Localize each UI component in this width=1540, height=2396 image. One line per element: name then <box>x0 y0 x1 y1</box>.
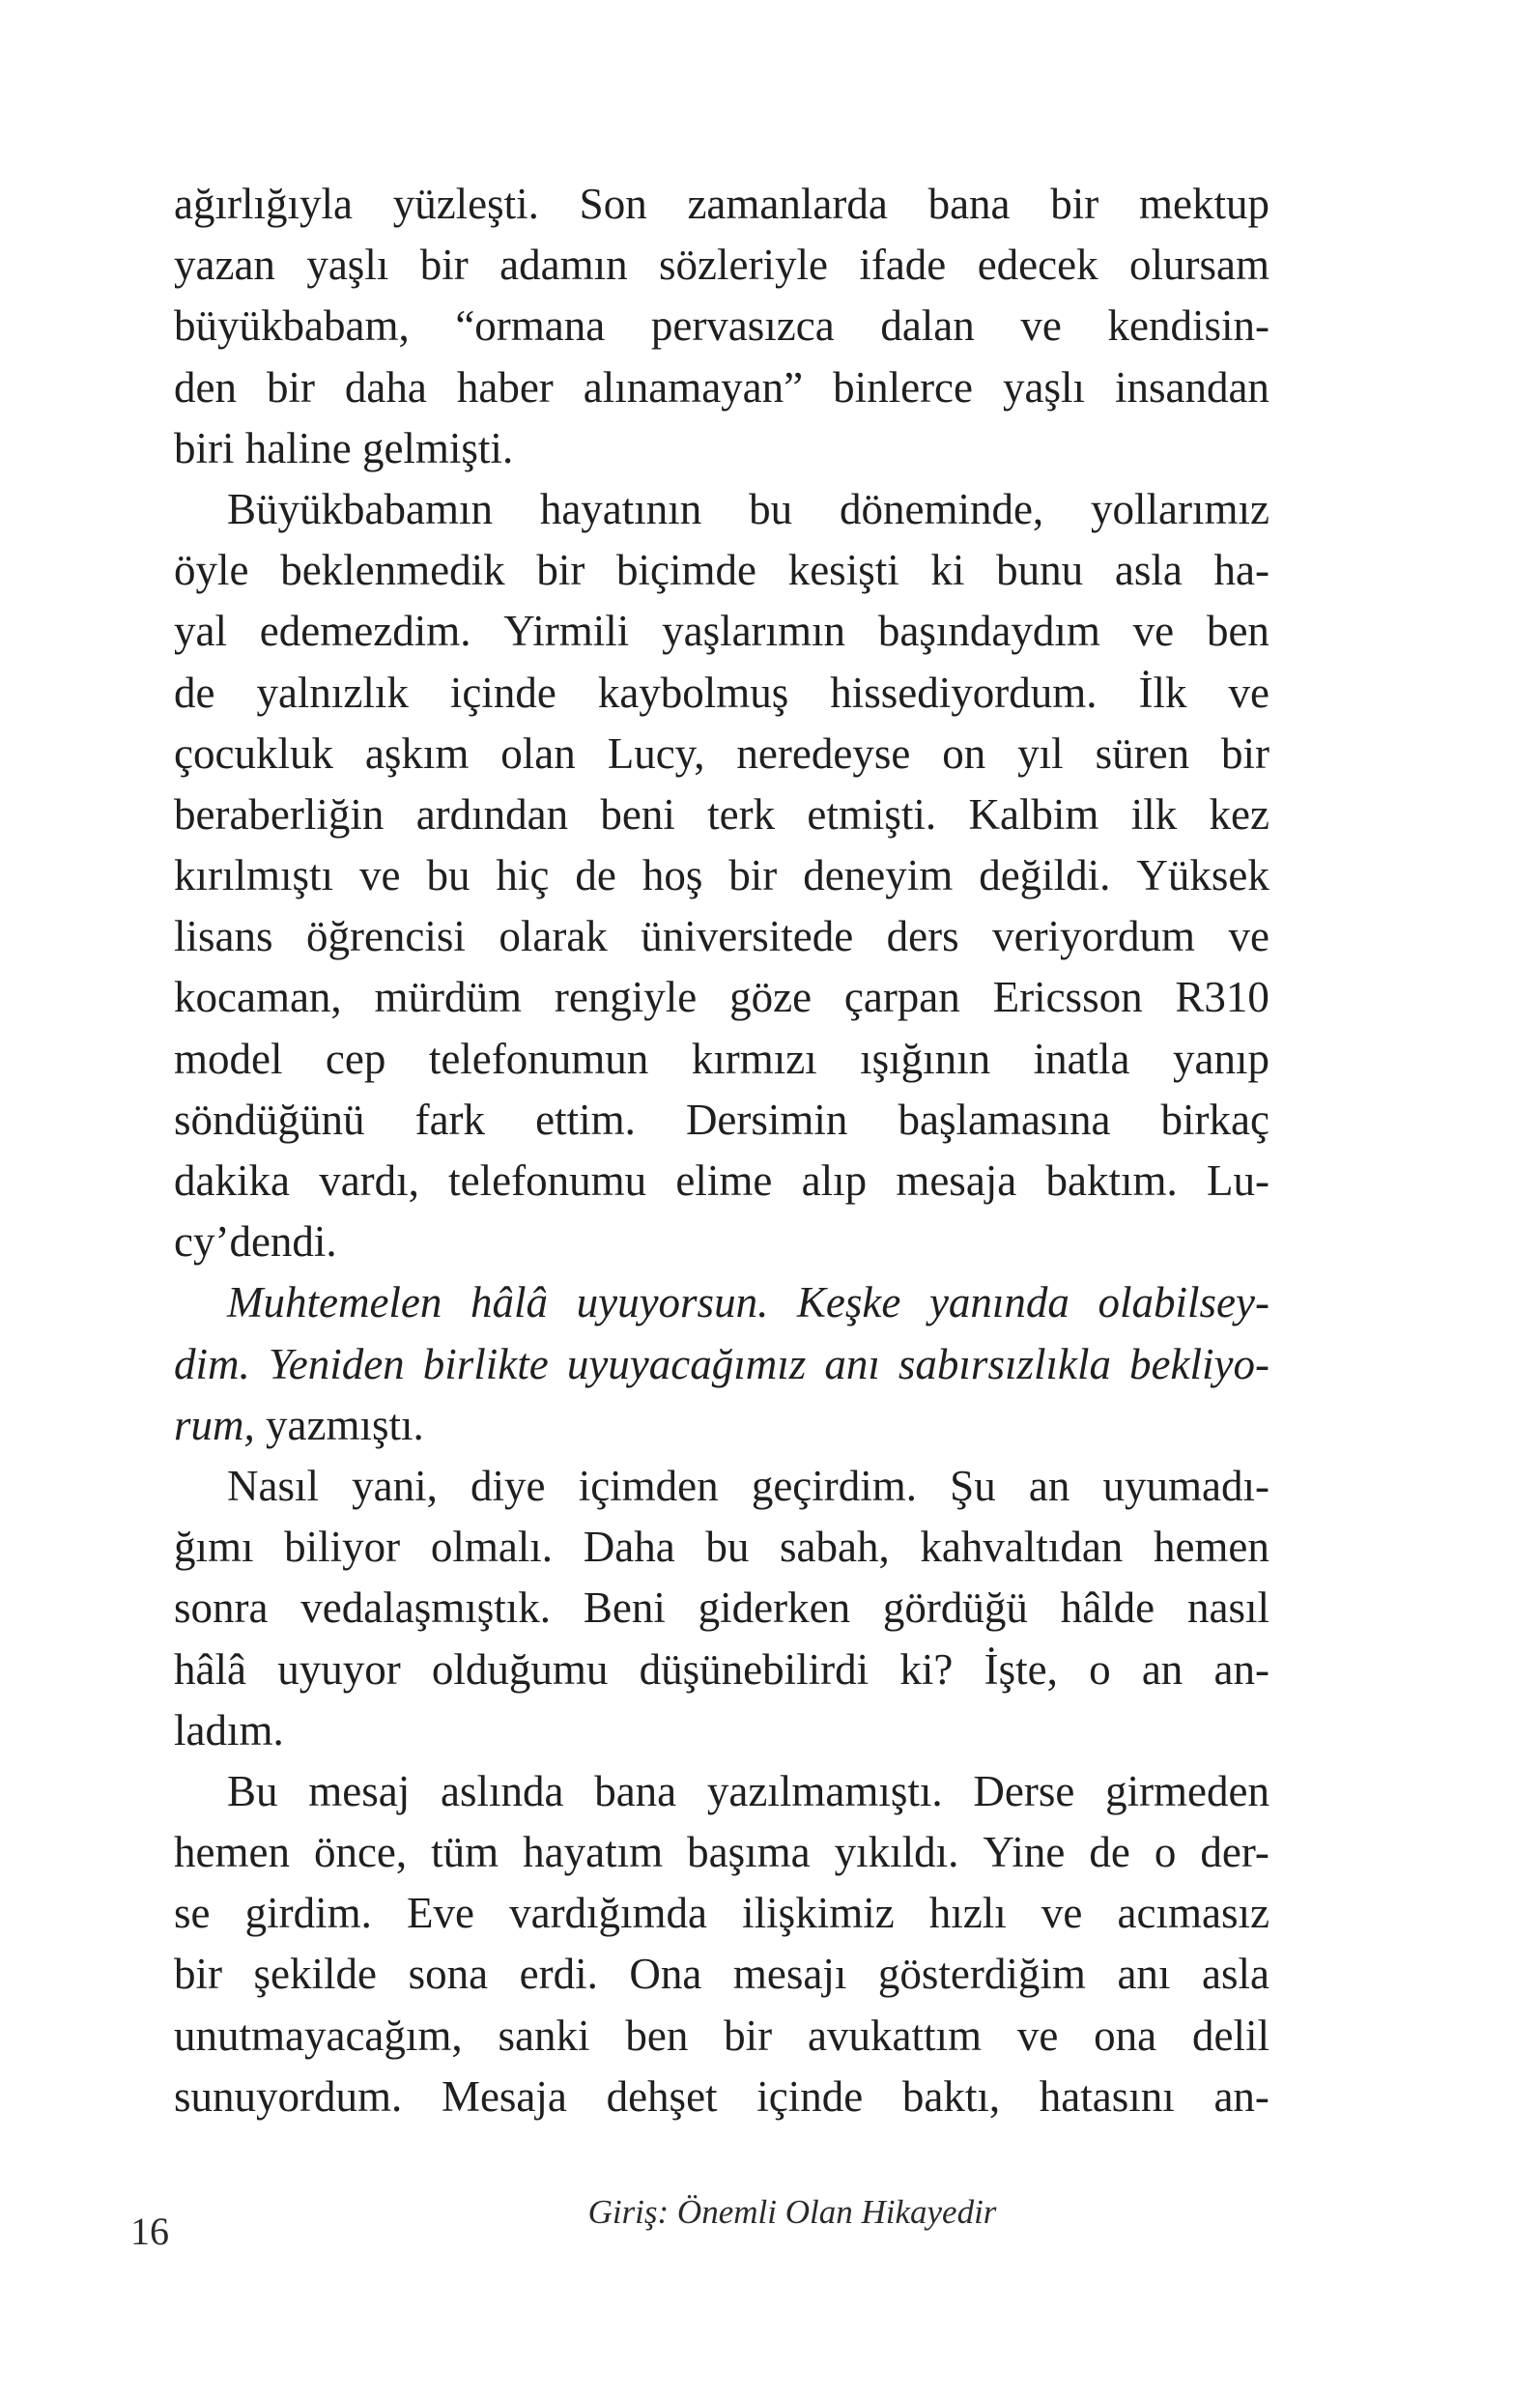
word: yazılmamıştı. <box>706 1766 943 1815</box>
word: Bu <box>227 1766 278 1815</box>
word: çarpan <box>843 973 960 1022</box>
word: sunuyordum. <box>174 2071 403 2121</box>
word: bana <box>927 180 1011 228</box>
word: girdim. <box>244 1889 372 1938</box>
word: Lu- <box>1207 1156 1269 1205</box>
text-line <box>174 1334 1269 1395</box>
word: kocaman, <box>174 973 342 1022</box>
text-line <box>174 1640 1269 1700</box>
word: lisans <box>174 912 273 961</box>
word: an <box>1141 1644 1184 1694</box>
text-line: biri haline gelmişti. <box>174 423 514 472</box>
word: unutmayacağım, <box>174 2011 463 2060</box>
word: birlikte <box>422 1339 549 1388</box>
text-line <box>174 357 1269 418</box>
word: bir <box>1221 728 1269 778</box>
word: gördüğü <box>882 1583 1028 1633</box>
text-line <box>174 967 1269 1028</box>
text-line <box>174 1578 1269 1639</box>
word: kahvaltıdan <box>920 1523 1124 1572</box>
word: başlamasına <box>898 1095 1111 1144</box>
word: hayatının <box>539 484 702 533</box>
word: Yeniden <box>268 1339 405 1388</box>
word: ilk <box>1130 789 1178 839</box>
word: Ericsson <box>992 973 1143 1022</box>
text-line <box>174 1883 1269 1944</box>
text-line <box>174 1395 1269 1456</box>
word: biçimde <box>616 546 756 595</box>
word: kırılmıştı <box>174 851 334 900</box>
word: vardı, <box>319 1156 419 1205</box>
word: Ona <box>629 1950 702 1999</box>
word: girmeden <box>1105 1766 1269 1815</box>
word: uyuyor <box>277 1644 401 1694</box>
word: ki <box>930 546 965 595</box>
word: den <box>174 362 237 412</box>
word: asla <box>1201 1950 1269 1999</box>
word: beraberliğin <box>174 789 385 839</box>
word: bekliyo- <box>1129 1339 1269 1388</box>
word: Şu <box>950 1461 996 1510</box>
word: an- <box>1213 2071 1269 2121</box>
word: Derse <box>973 1766 1075 1815</box>
text-line <box>174 1090 1269 1151</box>
word: hâlâ <box>471 1278 549 1327</box>
word: dalan <box>880 301 975 351</box>
word: inatla <box>1033 1034 1130 1083</box>
word: mesaja <box>896 1156 1017 1205</box>
word: elime <box>675 1156 773 1205</box>
word: adamın <box>499 241 628 290</box>
word: bana <box>594 1766 677 1815</box>
word: dakika <box>174 1156 290 1205</box>
word: ha- <box>1213 546 1269 595</box>
word: bir <box>728 851 778 900</box>
word: de <box>174 668 215 717</box>
word: Son <box>579 180 647 228</box>
word: vedalaşmıştık. <box>300 1583 552 1633</box>
word: de <box>1089 1828 1130 1877</box>
text-line <box>174 1822 1269 1883</box>
word: olarak <box>499 912 608 961</box>
paragraph-group-after <box>174 1456 1269 2127</box>
word: ben <box>1206 607 1269 656</box>
word: biliyor <box>284 1523 401 1572</box>
word: kaybolmuş <box>597 668 789 717</box>
text-line <box>174 1151 1269 1212</box>
word: birkaç <box>1160 1095 1269 1144</box>
word: başındaydım <box>877 607 1100 656</box>
text-line <box>174 1761 1269 1822</box>
word: Yine <box>983 1828 1066 1877</box>
word: sözleriyle <box>659 241 828 290</box>
word: yıl <box>1017 728 1064 778</box>
word: model <box>174 1034 283 1083</box>
text-line <box>174 2006 1269 2067</box>
word: döneminde, <box>839 484 1044 533</box>
word: sabırsızlıkla <box>898 1339 1111 1388</box>
word: de <box>575 851 616 900</box>
word: hemen <box>174 1828 290 1877</box>
text-line <box>174 1517 1269 1578</box>
word: üniversitede <box>641 912 854 961</box>
text-line <box>174 663 1269 724</box>
word: alıp <box>801 1156 868 1205</box>
word: mektup <box>1139 180 1269 228</box>
word: ardından <box>415 789 569 839</box>
word: kırmızı <box>691 1034 817 1083</box>
text-line <box>174 724 1269 784</box>
text-fragment: yazmıştı. <box>254 1400 424 1449</box>
word: beklenmedik <box>280 546 505 595</box>
italic-message-paragraph <box>174 1272 1269 1456</box>
word: içimden <box>578 1461 719 1510</box>
word: giderken <box>698 1583 851 1633</box>
word: Nasıl <box>227 1461 319 1510</box>
word: zamanlarda <box>687 180 888 228</box>
text-line <box>174 540 1269 601</box>
word: yüzleşti. <box>392 180 539 228</box>
word: büyükbabam, <box>174 301 410 351</box>
word: yanıp <box>1172 1034 1269 1083</box>
word: bu <box>749 484 793 533</box>
word: hâlâ <box>174 1644 246 1694</box>
word: yal <box>174 607 227 656</box>
word: başıma <box>687 1828 811 1877</box>
word: kendisin- <box>1107 301 1269 351</box>
word: hayatım <box>523 1828 664 1877</box>
word: hoş <box>642 851 703 900</box>
word: ve <box>1228 668 1269 717</box>
word: kesişti <box>787 546 899 595</box>
word: ve <box>1132 607 1175 656</box>
word: öyle <box>174 546 249 595</box>
word: içinde <box>756 2071 864 2121</box>
word: hemen <box>1153 1523 1269 1572</box>
word: bir <box>174 1950 222 1999</box>
word: öğrencisi <box>305 912 466 961</box>
word: bir <box>724 2011 773 2060</box>
word: ve <box>1020 301 1062 351</box>
word: yaşlarımın <box>662 607 846 656</box>
word: etmişti. <box>807 789 937 839</box>
word: süren <box>1095 728 1190 778</box>
word: Büyükbabamın <box>227 484 493 533</box>
paragraph-group-before <box>174 174 1269 1272</box>
word: o <box>1154 1828 1177 1877</box>
word: terk <box>707 789 776 839</box>
word: Yüksek <box>1136 851 1269 900</box>
word: olabilsey- <box>1098 1278 1269 1327</box>
text-line <box>174 906 1269 967</box>
word: hiç <box>496 851 550 900</box>
word: pervasızca <box>650 301 835 351</box>
word: insandan <box>1114 362 1269 412</box>
word: uyumadı- <box>1102 1461 1269 1510</box>
word: olmalı. <box>430 1523 554 1572</box>
word: düşünebilirdi <box>639 1644 870 1694</box>
text-line: cy’dendi. <box>174 1217 337 1267</box>
word: uyuyorsun. <box>576 1278 769 1327</box>
word: sabah, <box>779 1523 890 1572</box>
word: erdi. <box>519 1950 598 1999</box>
word: acımasız <box>1117 1889 1269 1938</box>
word: Eve <box>407 1889 474 1938</box>
text-line <box>174 1272 1269 1333</box>
word: sonra <box>174 1583 269 1633</box>
word: R310 <box>1175 973 1269 1022</box>
word: olan <box>500 728 576 778</box>
word: telefonumun <box>428 1034 649 1083</box>
text-line <box>174 296 1269 357</box>
word: uyuyacağımız <box>566 1339 807 1388</box>
word: bir <box>1050 180 1099 228</box>
word: binlerce <box>833 362 974 412</box>
word: an <box>1028 1461 1070 1510</box>
word: alınamayan” <box>583 362 804 412</box>
running-footer-title: Giriş: Önemli Olan Hikayedir <box>587 2193 997 2231</box>
word: ve <box>1041 1889 1083 1938</box>
word: ve <box>1016 2011 1059 2060</box>
word: ve <box>358 851 401 900</box>
word: geçirdim. <box>751 1461 918 1510</box>
word: bir <box>266 362 315 412</box>
word: ve <box>1228 912 1269 961</box>
body-text <box>174 174 1269 2127</box>
word: yalnızlık <box>256 668 409 717</box>
word: baktı, <box>901 2071 1001 2121</box>
word: sona <box>408 1950 489 1999</box>
word: avukattım <box>808 2011 982 2060</box>
word: Mesaja <box>441 2071 567 2121</box>
text-line <box>174 1944 1269 2005</box>
word: ışığının <box>860 1034 991 1083</box>
word: Beni <box>583 1583 666 1633</box>
word: bir <box>536 546 585 595</box>
word: daha <box>344 362 427 412</box>
word: yaşlı <box>1002 362 1085 412</box>
word: deneyim <box>803 851 954 900</box>
word: yıkıldı. <box>834 1828 959 1877</box>
word: bu <box>705 1523 750 1572</box>
word: ifade <box>859 241 947 290</box>
word: edemezdim. <box>259 607 471 656</box>
word: hızlı <box>928 1889 1007 1938</box>
word: o <box>1089 1644 1111 1694</box>
text-line <box>174 601 1269 662</box>
word: se <box>174 1889 211 1938</box>
word: mürdüm <box>374 973 522 1022</box>
word: Dersimin <box>685 1095 848 1144</box>
text-line <box>174 235 1269 296</box>
word: Daha <box>583 1523 675 1572</box>
word: haber <box>456 362 554 412</box>
word: değildi. <box>979 851 1111 900</box>
word: İşte, <box>984 1644 1058 1694</box>
word: ağırlığıyla <box>174 180 353 228</box>
word: aşkım <box>364 728 470 778</box>
word: içinde <box>449 668 556 717</box>
word: Keşke <box>796 1278 901 1327</box>
word: gösterdiğim <box>877 1950 1086 1999</box>
word: ki? <box>899 1644 954 1694</box>
word: edecek <box>977 241 1098 290</box>
word: yollarımız <box>1091 484 1269 533</box>
word: neredeyse <box>736 728 911 778</box>
word: çocukluk <box>174 728 333 778</box>
word: ders <box>886 912 959 961</box>
word: mesajı <box>732 1950 847 1999</box>
word: ben <box>625 2011 689 2060</box>
word: cep <box>325 1034 386 1083</box>
word: söndüğünü <box>174 1095 365 1144</box>
word: yanında <box>928 1278 1069 1327</box>
word: nasıl <box>1186 1583 1269 1633</box>
word: veriyordum <box>992 912 1196 961</box>
word: İlk <box>1138 668 1187 717</box>
word: ğımı <box>174 1523 254 1572</box>
word: hâlde <box>1060 1583 1155 1633</box>
word: asla <box>1114 546 1183 595</box>
word: anı <box>824 1339 880 1388</box>
word: Kalbim <box>968 789 1099 839</box>
word: ettim. <box>535 1095 636 1144</box>
word: aslında <box>440 1766 564 1815</box>
word: yaşlı <box>306 241 389 290</box>
italic-fragment: rum, <box>174 1400 255 1449</box>
word: bir <box>419 241 469 290</box>
text-line <box>174 174 1269 235</box>
word: bunu <box>996 546 1084 595</box>
text-line <box>174 1456 1269 1517</box>
text-line <box>174 784 1269 845</box>
word: olduğumu <box>431 1644 609 1694</box>
word: baktım. <box>1045 1156 1178 1205</box>
text-line <box>174 479 1269 540</box>
word: ilişkimiz <box>742 1889 895 1938</box>
word: rengiyle <box>554 973 698 1022</box>
word: mesaj <box>308 1766 411 1815</box>
word: vardığımda <box>509 1889 708 1938</box>
word: kez <box>1209 789 1269 839</box>
word: Yirmili <box>503 607 630 656</box>
text-line <box>174 1029 1269 1090</box>
word: hissediyordum. <box>830 668 1098 717</box>
word: dehşet <box>606 2071 718 2121</box>
word: on <box>942 728 986 778</box>
word: yazan <box>174 241 275 290</box>
word: sanki <box>498 2011 590 2060</box>
word: şekilde <box>253 1950 378 1999</box>
word: anı <box>1117 1950 1171 1999</box>
word: bu <box>426 851 471 900</box>
word: delil <box>1191 2011 1269 2060</box>
word: beni <box>600 789 675 839</box>
text-line: ladım. <box>174 1705 284 1754</box>
word: Lucy, <box>607 728 705 778</box>
page-number: 16 <box>130 2210 169 2253</box>
word: fark <box>414 1095 486 1144</box>
text-line <box>174 2067 1269 2127</box>
word: Muhtemelen <box>227 1278 442 1327</box>
word: an- <box>1213 1644 1269 1694</box>
word: der- <box>1200 1828 1269 1877</box>
word: olursam <box>1129 241 1269 290</box>
word: yani, <box>352 1461 438 1510</box>
word: önce, <box>313 1828 408 1877</box>
text-line <box>174 845 1269 906</box>
word: göze <box>729 973 813 1022</box>
word: hatasını <box>1039 2071 1175 2121</box>
word: dim. <box>174 1339 250 1388</box>
word: tüm <box>431 1828 499 1877</box>
word: “ormana <box>455 301 606 351</box>
word: ona <box>1094 2011 1157 2060</box>
word: telefonumu <box>448 1156 647 1205</box>
word: diye <box>471 1461 546 1510</box>
